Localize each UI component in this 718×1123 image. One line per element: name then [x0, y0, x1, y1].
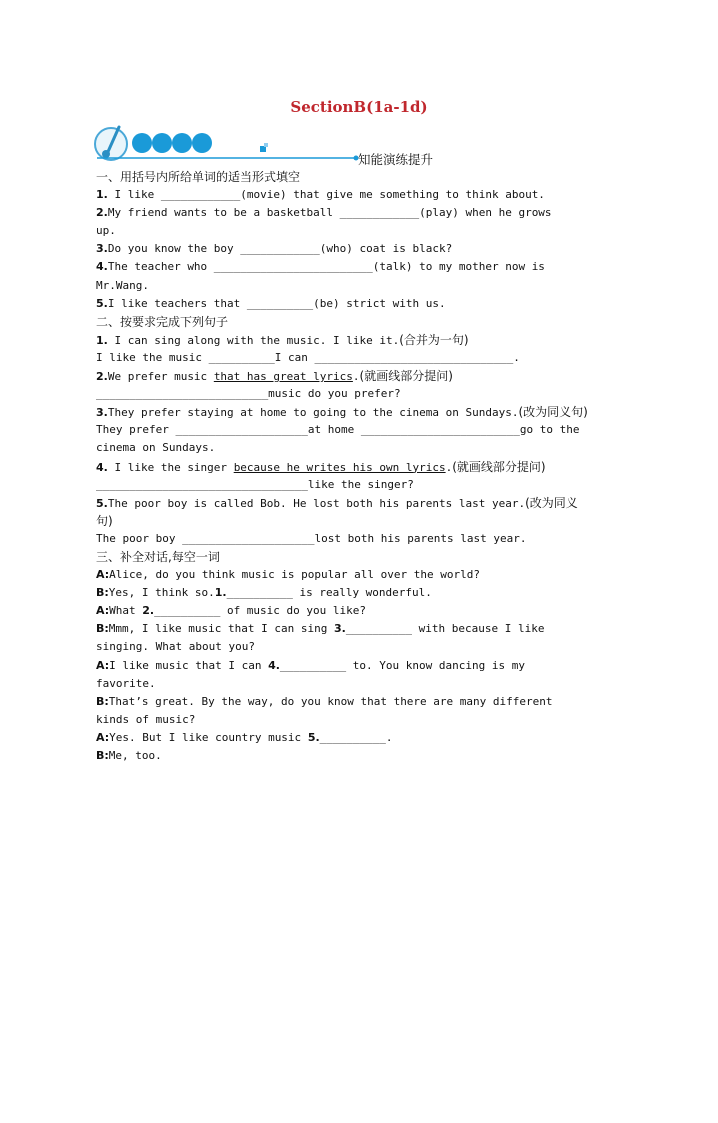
sentence-text: __________ is really wonderful. [226, 586, 432, 600]
speaker-label: A: [96, 658, 110, 672]
sentence-text: . [352, 370, 360, 384]
sentence-text: __________________________music do you prefer? [96, 387, 401, 401]
item-number: 4. [96, 260, 108, 274]
section-banner-label: 知能演练提升 [358, 152, 434, 167]
speaker-label: B: [96, 622, 109, 636]
sentence-text: I like the singer [107, 460, 234, 474]
exercise-content [96, 168, 636, 765]
sentence-text: The poor boy ____________________lost both his parents last year. [96, 531, 527, 545]
sentence-text: singing. What about you? [96, 640, 255, 654]
item-number: 3. [333, 622, 346, 636]
item-number: 5. [96, 296, 108, 310]
text-line [96, 458, 636, 476]
item-number: 1. [96, 188, 108, 202]
sentence-text: That’s great. By the way, do you know that there are many different [108, 694, 553, 708]
music-note-badge-icon [95, 127, 127, 160]
text-line [96, 421, 636, 439]
instruction-text: (改为同义 [525, 495, 578, 510]
sentence-text: Do you know the boy ____________(who) coat is black? [107, 242, 453, 256]
sentence-text: Yes. But I like country music [109, 730, 308, 744]
sentence-text: I like ____________(movie) that give me something to think about. [107, 188, 545, 202]
sentence-text: The poor boy is called Bob. He lost both his parents last year. [107, 496, 526, 510]
text-line [96, 657, 636, 675]
text-line [96, 204, 636, 222]
text-line [96, 494, 636, 512]
section-heading [96, 168, 636, 186]
text-line [96, 747, 636, 765]
sentence-text: __________ with because I like [345, 622, 545, 636]
small-squares-icon [260, 143, 268, 152]
item-number: 3. [96, 406, 108, 420]
instruction-text: (合并为一句) [399, 332, 469, 347]
speaker-label: B: [96, 694, 109, 708]
speaker-label: A: [96, 730, 110, 744]
item-number: 3. [96, 242, 108, 256]
sentence-text: . [445, 460, 453, 474]
item-number: 2. [142, 604, 155, 618]
text-line [96, 439, 636, 457]
item-number: 2. [96, 206, 108, 220]
sentence-text: What [109, 604, 143, 618]
sentence-text: My friend wants to be a basketball ____________(play) when he grows [107, 206, 552, 220]
text-line [96, 367, 636, 385]
text-line [96, 512, 636, 530]
item-number: 1. [214, 586, 227, 600]
text-line [96, 385, 636, 403]
sentence-text: They prefer ____________________at home ________________________go to the [96, 423, 580, 437]
sentence-text: kinds of music? [96, 712, 196, 726]
instruction-text: 三、补全对话,每空一词 [96, 549, 220, 564]
text-line [96, 675, 636, 693]
text-line [96, 729, 636, 747]
underlined-text: that has great lyrics [213, 370, 353, 384]
decorative-dots [132, 133, 212, 153]
text-line [96, 602, 636, 620]
text-line [96, 711, 636, 729]
item-number: 4. [96, 460, 108, 474]
speaker-label: A: [96, 604, 110, 618]
item-number: 2. [96, 370, 108, 384]
text-line [96, 349, 636, 367]
underlined-text: because he writes his own lyrics [233, 460, 446, 474]
sentence-text: I like teachers that __________(be) strict with us. [107, 296, 446, 310]
text-line [96, 331, 636, 349]
sentence-text: Mr.Wang. [96, 278, 149, 292]
sentence-text: The teacher who ________________________(talk) to my mother now is [107, 260, 545, 274]
instruction-text: (就画线部分提问) [359, 369, 453, 384]
sentence-text: favorite. [96, 676, 156, 690]
sentence-text: ________________________________like the singer? [96, 477, 414, 491]
page-title: SectionB(1a-1d) [290, 98, 428, 116]
text-line [96, 620, 636, 638]
sentence-text: I can sing along with the music. I like it. [107, 333, 400, 347]
sentence-text: I like music that I can [109, 658, 269, 672]
text-line [96, 476, 636, 494]
sentence-text: Alice, do you think music is popular all over the world? [109, 568, 480, 582]
sentence-text: cinema on Sundays. [96, 441, 216, 455]
text-line [96, 403, 636, 421]
text-line [96, 258, 636, 276]
instruction-text: 句) [96, 513, 113, 528]
sentence-text: Mmm, I like music that I can sing [108, 622, 334, 636]
speaker-label: B: [96, 749, 109, 762]
text-line [96, 222, 636, 240]
text-line [96, 530, 636, 548]
instruction-text: 二、按要求完成下列句子 [96, 314, 229, 329]
sentence-text: They prefer staying at home to going to the cinema on Sundays. [107, 406, 519, 420]
instruction-text: (就画线部分提问) [452, 459, 546, 474]
section-heading [96, 548, 636, 566]
speaker-label: B: [96, 586, 109, 600]
text-line [96, 186, 636, 204]
text-line [96, 277, 636, 295]
sentence-text: We prefer music [107, 370, 214, 384]
instruction-text: 一、用括号内所给单词的适当形式填空 [96, 170, 301, 184]
text-line [96, 638, 636, 656]
sentence-text: __________ to. You know dancing is my [279, 658, 525, 672]
item-number: 4. [268, 658, 280, 672]
sentence-text: Yes, I think so. [108, 586, 215, 600]
speaker-label: A: [96, 568, 110, 582]
sentence-text: up. [96, 224, 116, 238]
instruction-text: (改为同义句) [518, 405, 588, 420]
text-line [96, 584, 636, 602]
sentence-text: __________ of music do you like? [154, 604, 367, 618]
text-line [96, 295, 636, 313]
sentence-text: I like the music __________I can ______________________________. [96, 350, 520, 364]
item-number: 5. [307, 730, 320, 744]
text-line [96, 693, 636, 711]
item-number: 1. [96, 333, 108, 347]
text-line [96, 240, 636, 258]
sentence-text: __________. [319, 730, 393, 744]
item-number: 5. [96, 496, 108, 510]
sentence-text: Me, too. [108, 749, 162, 762]
text-line [96, 566, 636, 584]
section-heading [96, 313, 636, 331]
